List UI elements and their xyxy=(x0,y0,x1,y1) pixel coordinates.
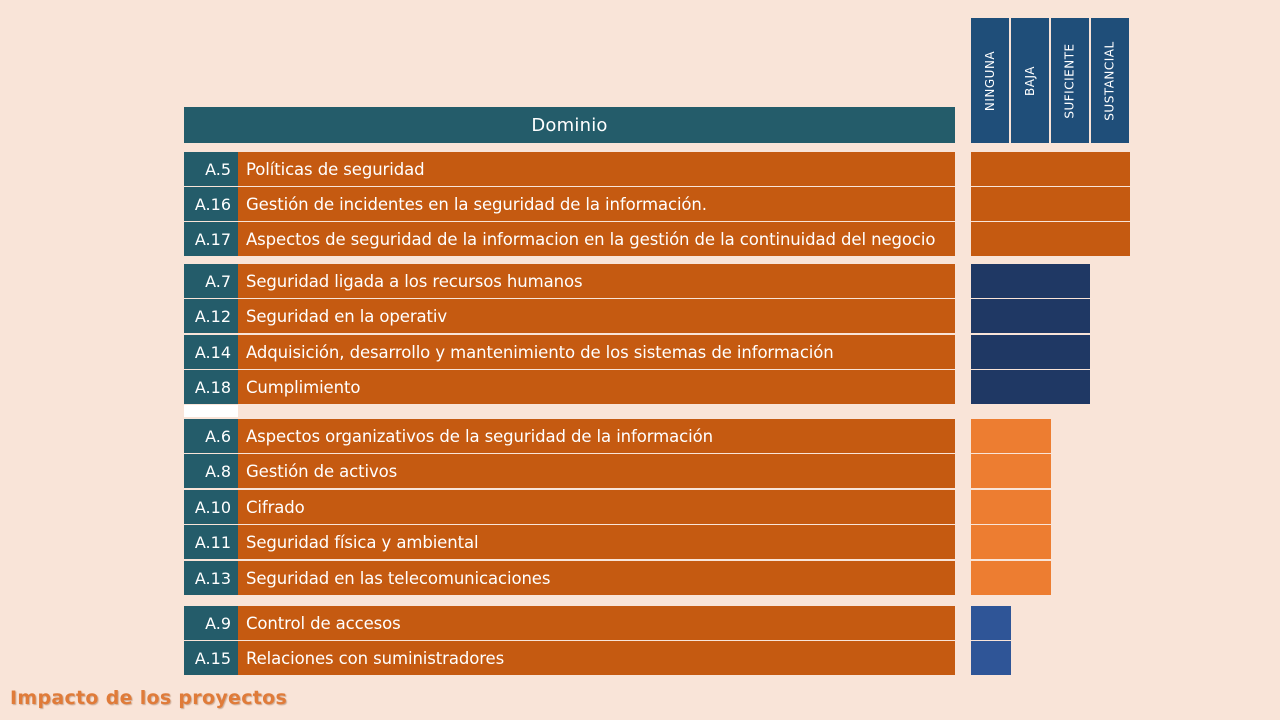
domain-code: A.6 xyxy=(184,419,238,453)
impact-bar-suficiente xyxy=(971,370,1090,404)
impact-bar-sustancial xyxy=(971,187,1130,221)
domain-label: Seguridad física y ambiental xyxy=(238,525,955,559)
impact-bar-baja xyxy=(971,561,1051,595)
domain-label: Control de accesos xyxy=(238,606,955,640)
impact-bar-ninguna xyxy=(971,606,1011,640)
domain-label: Adquisición, desarrollo y mantenimiento de los sistemas de información xyxy=(238,335,955,369)
domain-label: Políticas de seguridad xyxy=(238,152,955,186)
domain-code: A.13 xyxy=(184,561,238,595)
impact-bar-ninguna xyxy=(971,641,1011,675)
level-label: BAJA xyxy=(1022,65,1037,96)
domain-code: A.15 xyxy=(184,641,238,675)
impact-bar-baja xyxy=(971,525,1051,559)
domain-label: Seguridad en la operativ xyxy=(238,299,955,333)
page-title: Impacto de los proyectos xyxy=(10,687,288,709)
level-header-ninguna xyxy=(971,18,1009,143)
impact-bar-sustancial xyxy=(971,152,1130,186)
domain-code: A.14 xyxy=(184,335,238,369)
level-label: SUFICIENTE xyxy=(1063,42,1078,119)
domain-code: A.10 xyxy=(184,490,238,524)
level-label: SUSTANCIAL xyxy=(1103,40,1118,121)
row-gap xyxy=(184,405,238,417)
impact-bar-baja xyxy=(971,454,1051,488)
impact-bar-suficiente xyxy=(971,299,1090,333)
level-header-sustancial xyxy=(1091,18,1129,143)
domain-label: Aspectos de seguridad de la informacion en la gestión de la continuidad del negocio xyxy=(238,222,955,256)
domain-label: Cifrado xyxy=(238,490,955,524)
domain-label: Seguridad en las telecomunicaciones xyxy=(238,561,955,595)
impact-bar-sustancial xyxy=(971,222,1130,256)
domain-header: Dominio xyxy=(184,107,955,143)
domain-label: Gestión de activos xyxy=(238,454,955,488)
level-header-suficiente xyxy=(1051,18,1089,143)
level-label: NINGUNA xyxy=(983,50,998,111)
domain-code: A.5 xyxy=(184,152,238,186)
level-header-baja xyxy=(1011,18,1049,143)
domain-label: Seguridad ligada a los recursos humanos xyxy=(238,264,955,298)
domain-code: A.17 xyxy=(184,222,238,256)
domain-code: A.16 xyxy=(184,187,238,221)
domain-label: Relaciones con suministradores xyxy=(238,641,955,675)
domain-code: A.11 xyxy=(184,525,238,559)
impact-bar-baja xyxy=(971,419,1051,453)
domain-label: Gestión de incidentes en la seguridad de la información. xyxy=(238,187,955,221)
domain-code: A.8 xyxy=(184,454,238,488)
domain-code: A.12 xyxy=(184,299,238,333)
domain-code: A.7 xyxy=(184,264,238,298)
domain-code: A.18 xyxy=(184,370,238,404)
impact-bar-suficiente xyxy=(971,264,1090,298)
impact-bar-suficiente xyxy=(971,335,1090,369)
domain-label: Cumplimiento xyxy=(238,370,955,404)
domain-label: Aspectos organizativos de la seguridad de la información xyxy=(238,419,955,453)
impact-bar-baja xyxy=(971,490,1051,524)
domain-code: A.9 xyxy=(184,606,238,640)
